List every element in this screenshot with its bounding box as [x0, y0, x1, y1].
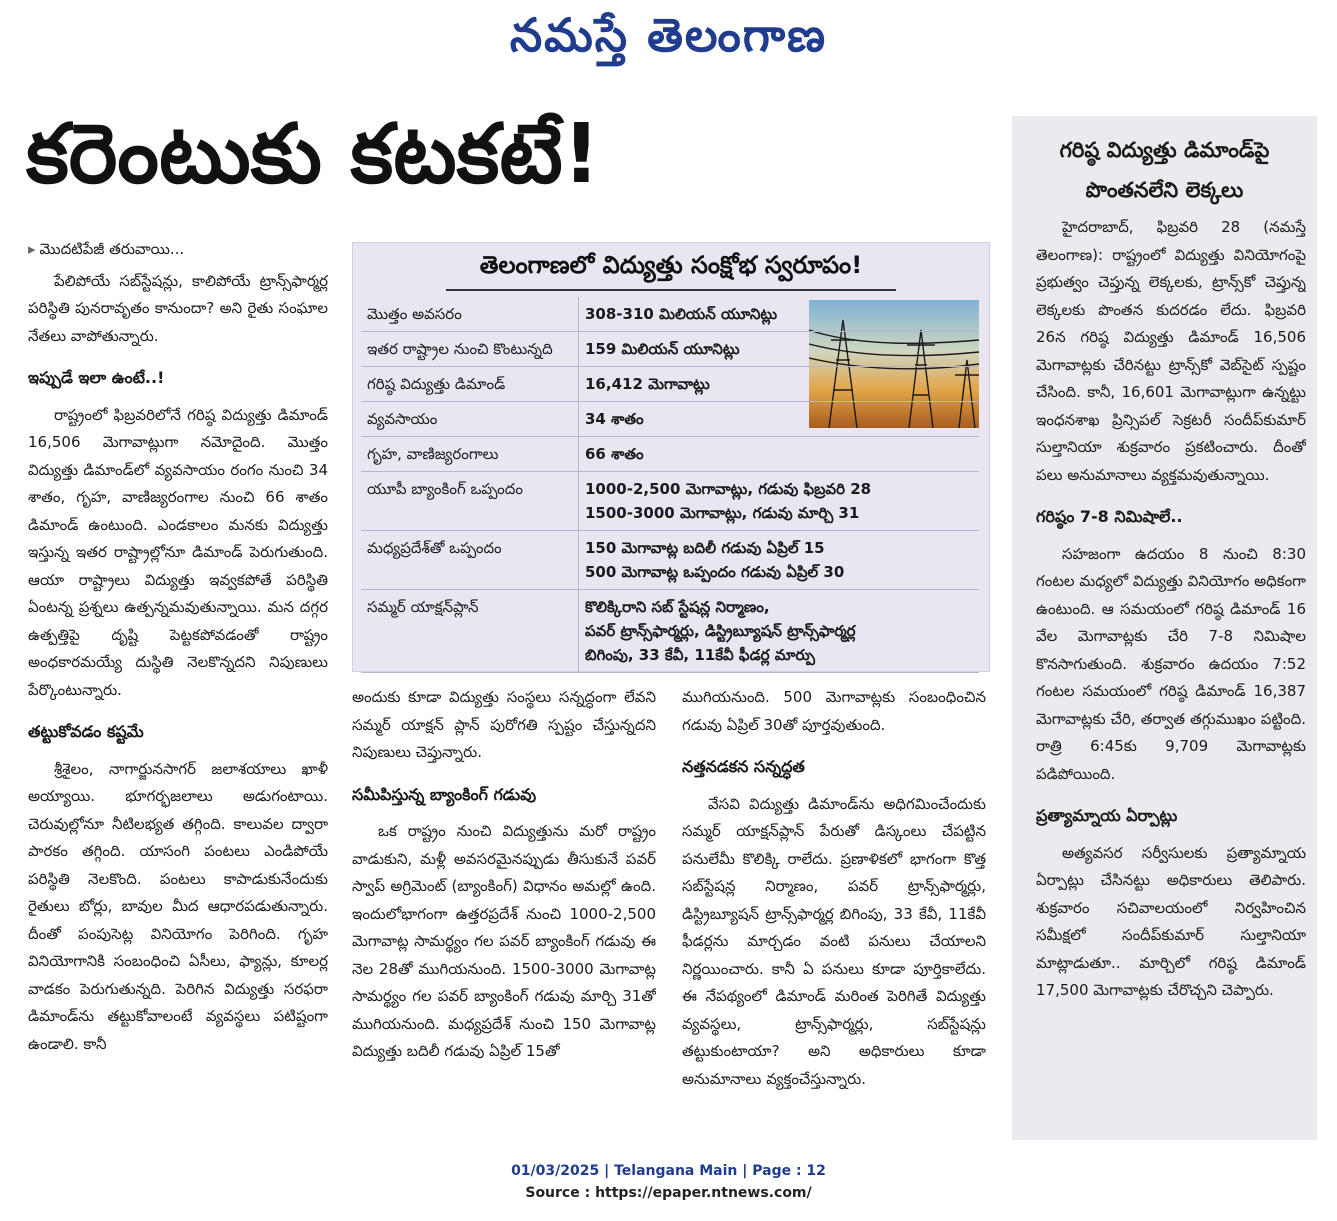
table-value-line: పవర్ ట్రాన్స్‌ఫార్మర్లు, డిస్ట్రిబ్యూషన్ ట్రాన్స్‌ఫార్మర్ల — [585, 622, 856, 640]
table-key: సమ్మర్ యాక్షన్‌ప్లాన్ — [361, 590, 579, 673]
table-row — [361, 531, 979, 590]
article-paragraph: ఒక రాష్ట్రం నుంచి విద్యుత్తును మరో రాష్ట్రం వాడుకుని, మళ్లీ అవసరమైనప్పుడు తీసుకునే పవర్ స్వాప్ అగ్రిమెంట్ (బ్యాంకింగ్) విధానం అమల్లో ఉంది. ఇందులోభాగంగా ఉత్తరప్రదేశ్ నుంచి 1000-2,500 మెగావాట్ల సామర్థ్యం గల పవర్ బ్యాంకింగ్ గడువు ఈ నెల 28తో ముగియనుంది. 1500-3000 మెగావాట్ల సామర్థ్యం గల పవర్ బ్యాంకింగ్ గడువు మార్చి 31తో ముగియనుంది. మధ్యప్రదేశ్ నుంచి 150 మెగావాట్ల విద్యుత్తు బదిలీ గడువు ఏప్రిల్ 15తో — [352, 822, 656, 1060]
subheading: తట్టుకోవడం కష్టమే — [28, 722, 144, 741]
crisis-table — [361, 297, 979, 673]
column-1 — [28, 236, 328, 1136]
article-paragraph: సహజంగా ఉదయం 8 నుంచి 8:30 గంటల మధ్యలో విద్యుత్తు వినియోగం అధికంగా ఉంటుంది. ఆ సమయంలో గరిష్ఠ డిమాండ్ 16 వేల మెగావాట్లకు చేరి 7-8 నిమిషాల కొనసాగుతుంది. శుక్రవారం ఉదయం 7:52 గంటల సమయంలో గరిష్ఠ డిమాండ్ 16,387 మెగావాట్లకు చేరి, తర్వాత తగ్గుముఖం పట్టింది. రాత్రి 6:45కు 9,709 మెగావాట్లకు పడిపోయింది. — [1036, 544, 1306, 783]
article-paragraph: శ్రీశైలం, నాగార్జునసాగర్ జలాశయాలు ఖాళీ అయ్యాయి. భూగర్భజలాలు అడుగంటాయి. చెరువుల్లోనూ నీటిలభ్యత తగ్గింది. కాలువల ద్వారా పారకం తగ్గింది. యాసంగి పంటలు ఎండిపోయే పరిస్థితి నెలకొంది. పంటలు కాపాడుకునేందుకు రైతులు బోర్లు, బావుల మీద ఆధారపడుతున్నారు. దీంతో పంపుసెట్ల వినియోగం పెరిగింది. గృహ వినియోగానికి సంబంధించి ఏసీలు, ఫ్యాన్లు, కూలర్ల వాడకం పెరుగుతున్నది. పెరిగిన విద్యుత్తు సరఫరా డిమాండ్‌ను తట్టుకోవాలంటే వ్యవస్థలు పటిష్టంగా ఉండాలి. కానీ — [28, 759, 328, 1053]
table-key: మొత్తం అవసరం — [361, 297, 579, 332]
table-value: 66 శాతం — [579, 437, 980, 472]
table-value: 159 మిలియన్ యూనిట్లు — [579, 332, 980, 367]
table-row — [361, 367, 979, 402]
subheading: ప్రత్యామ్నాయ ఏర్పాట్లు — [1036, 806, 1178, 825]
table-value — [579, 472, 980, 531]
table-value — [579, 590, 980, 673]
table-key: ఇతర రాష్ట్రాల నుంచి కొంటున్నది — [361, 332, 579, 367]
column-2 — [352, 684, 656, 1134]
table-key: గృహ, వాణిజ్యరంగాలు — [361, 437, 579, 472]
table-row — [361, 297, 979, 332]
table-key: యూపీ బ్యాంకింగ్ ఒప్పందం — [361, 472, 579, 531]
sidebar-title-line: గరిష్ఠ విద్యుత్తు డిమాండ్‌పై — [1059, 138, 1270, 162]
infobox-title: తెలంగాణలో విద్యుత్తు సంక్షోభ స్వరూపం! — [353, 251, 989, 291]
column-3 — [682, 684, 986, 1134]
table-value: 308-310 మిలియన్ యూనిట్లు — [579, 297, 980, 332]
table-value-line: కొలిక్కిరాని సబ్ స్టేషన్ల నిర్మాణం, — [585, 598, 770, 616]
subheading: నత్తనడకన సన్నద్ధత — [682, 757, 805, 776]
article-paragraph: అందుకు కూడా విద్యుత్తు సంస్థలు సన్నద్ధంగా లేవని సమ్మర్ యాక్షన్ ప్లాన్ పురోగతి స్పష్టం చేస్తున్నదని నిపుణులు చెప్తున్నారు. — [352, 688, 656, 761]
table-row — [361, 437, 979, 472]
kicker-text: మొదటిపేజీ తరువాయి... — [39, 240, 185, 258]
crisis-infobox — [352, 242, 990, 672]
footer-source: Source : https://epaper.ntnews.com/ — [525, 1185, 812, 1201]
subheading: ఇప్పుడే ఇలా ఉంటే..! — [28, 368, 165, 387]
masthead: నమస్తే తెలంగాణ — [509, 8, 828, 62]
table-value: 34 శాతం — [579, 402, 980, 437]
article-paragraph: వేసవి విద్యుత్తు డిమాండ్‌ను అధిగమించేందుకు సమ్మర్ యాక్షన్‌ప్లాన్ పేరుతో డిస్కంలు చేపట్టిన పనులేమీ కొలిక్కి రాలేదు. ప్రణాళికలో భాగంగా కొత్త సబ్‌స్టేషన్ల నిర్మాణం, పవర్ ట్రాన్స్‌ఫార్మర్లు, డిస్ట్రిబ్యూషన్ ట్రాన్స్‌ఫార్మర్ల బిగింపు, 33 కేవీ, 11కేవీ ఫీడర్లను మార్చడం వంటి పనులు చేయాలని నిర్ణయించారు. కానీ ఏ పనులు కూడా పూర్తికాలేదు. ఈ నేపథ్యంలో డిమాండ్ మరింత పెరిగితే విద్యుత్తు వ్యవస్థలు, ట్రాన్స్‌ఫార్మర్లు, సబ్‌స్టేషన్లు తట్టుకుంటాయా? అని అధికారులు కూడా అనుమానాలు వ్యక్తంచేస్తున్నారు. — [682, 794, 986, 1088]
subheading: గరిష్ఠం 7-8 నిమిషాలే.. — [1036, 507, 1183, 526]
table-value-line: 1000-2,500 మెగావాట్లు, గడువు ఫిబ్రవరి 28 — [585, 480, 872, 498]
table-row — [361, 332, 979, 367]
table-row — [361, 472, 979, 531]
table-value-line: 500 మెగావాట్ల ఒప్పందం గడువు ఏప్రిల్ 30 — [585, 563, 845, 581]
subheading: సమీపిస్తున్న బ్యాంకింగ్ గడువు — [352, 784, 537, 804]
table-value-line: బిగింపు, 33 కేవీ, 11కేవీ ఫీడర్ల మార్పు — [585, 646, 815, 664]
sidebar-article — [1012, 116, 1317, 1140]
table-key: గరిష్ఠ విద్యుత్తు డిమాండ్ — [361, 367, 579, 402]
headline: కరెంటుకు కటకటే! — [26, 112, 601, 199]
table-key: వ్యవసాయం — [361, 402, 579, 437]
continuation-kicker — [28, 236, 328, 264]
table-value-line: 1500-3000 మెగావాట్లు, గడువు మార్చి 31 — [585, 504, 860, 522]
table-value — [579, 531, 980, 590]
footer — [0, 1160, 1337, 1204]
article-paragraph: అత్యవసర సర్వీసులకు ప్రత్యామ్నాయ ఏర్పాట్లు చేసినట్టు అధికారులు తెలిపారు. శుక్రవారం సచివాలయంలో నిర్వహించిన సమీక్షలో సందీప్‌కుమార్ సుల్తానియా మాట్లాడుతూ.. మార్చిలో గరిష్ఠ డిమాండ్ 17,500 మెగావాట్లకు చేరొచ్చని చెప్పారు. — [1036, 843, 1306, 999]
sidebar-body — [1036, 214, 1306, 1124]
sidebar-title — [1012, 130, 1317, 210]
article-paragraph: పేలిపోయే సబ్‌స్టేషన్లు, కాలిపోయే ట్రాన్స్‌ఫార్మర్ల పరిస్థితి పునరావృతం కానుందా? అని రైతు సంఘాల నేతలు వాపోతున్నారు. — [28, 271, 328, 345]
article-paragraph: ముగియనుంది. 500 మెగావాట్లకు సంబంధించిన గడువు ఏప్రిల్ 30తో పూర్తవుతుంది. — [682, 688, 986, 734]
article-paragraph: రాష్ట్రంలో ఫిబ్రవరిలోనే గరిష్ఠ విద్యుత్తు డిమాండ్ 16,506 మెగావాట్లుగా నమోదైంది. మొత్తం విద్యుత్తు డిమాండ్‌లో వ్యవసాయం రంగం నుంచి 34 శాతం, గృహ, వాణిజ్యరంగాల నుంచి 66 శాతం డిమాండ్ ఉంటుంది. ఎండకాలం మనకు విద్యుత్తు ఇస్తున్న ఇతర రాష్ట్రాల్లోనూ డిమాండ్ పెరుగుతుంది. ఆయా రాష్ట్రాలు విద్యుత్తు ఇవ్వకపోతే పరిస్థితి ఏంటన్న ప్రశ్నలు ఉత్పన్నమవుతున్నాయి. మన దగ్గర ఉత్పత్తిపై దృష్టి పెట్టకపోవడంతో రాష్ట్రం అంధకారమయ్యే దుస్థితి నెలకొన్నదని నిపుణులు పేర్కొంటున్నారు. — [28, 405, 328, 699]
table-value-line: 150 మెగావాట్ల బదిలీ గడువు ఏప్రిల్ 15 — [585, 539, 825, 557]
table-row — [361, 590, 979, 673]
table-row — [361, 402, 979, 437]
sidebar-title-line: పొంతనలేని లెక్కలు — [1085, 178, 1244, 202]
table-value: 16,412 మెగావాట్లు — [579, 367, 980, 402]
article-paragraph: హైదరాబాద్, ఫిబ్రవరి 28 (నమస్తే తెలంగాణ): రాష్ట్రంలో విద్యుత్తు వినియోగంపై ప్రభుత్వం చెప్తున్న లెక్కలకు, ట్రాన్స్‌కో చెప్తున్న లెక్కలకు పొంతన కుదరడం లేదు. ఫిబ్రవరి 26న గరిష్ఠ విద్యుత్తు డిమాండ్ 16,506 మెగావాట్లకు చేరినట్టు ట్రాన్స్‌కో వెబ్‌సైట్ స్పష్టం చేసింది. కానీ, 16,601 మెగావాట్లుగా ఉన్నట్టు ఇంధనశాఖ ప్రిన్సిపల్ సెక్రటరీ సందీప్‌కుమార్ సుల్తానియా శుక్రవారం ప్రకటించారు. దీంతో పలు అనుమానాలు వ్యక్తమవుతున్నాయి. — [1036, 218, 1306, 484]
table-key: మధ్యప్రదేశ్‌తో ఒప్పందం — [361, 531, 579, 590]
footer-edition: 01/03/2025 | Telangana Main | Page : 12 — [511, 1163, 826, 1179]
chevron-right-icon: ▸ — [28, 240, 36, 258]
